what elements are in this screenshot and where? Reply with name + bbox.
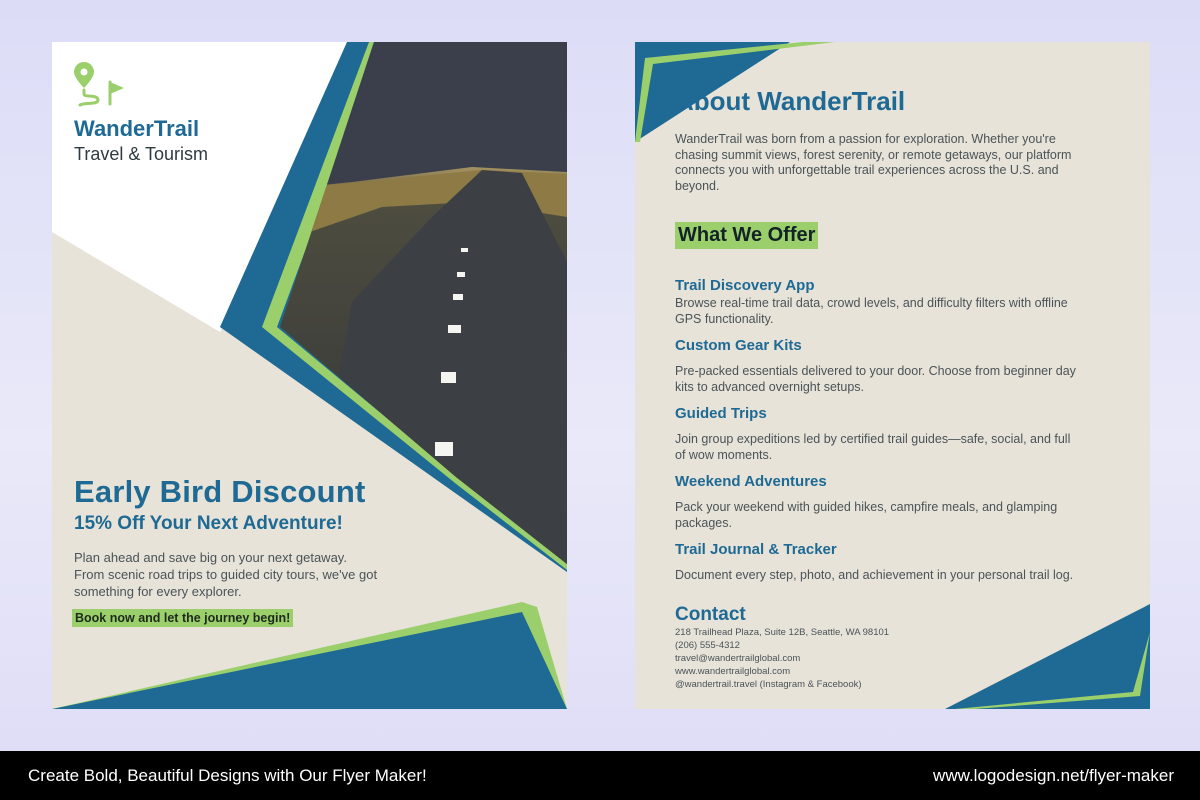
service-title: Weekend Adventures bbox=[675, 473, 827, 490]
service-line: of wow moments. bbox=[675, 448, 773, 462]
about-description bbox=[675, 132, 1100, 194]
bottom-right-blue-accent bbox=[945, 604, 1150, 709]
promo-line: Plan ahead and save big on your next getaway. bbox=[74, 550, 347, 565]
service-description bbox=[675, 363, 1120, 395]
lane-dash bbox=[435, 442, 453, 456]
service-line: Browse real-time trail data, crowd levels, and difficulty filters with offline bbox=[675, 296, 1068, 310]
promo-description bbox=[74, 549, 404, 600]
flyer-back-page bbox=[635, 42, 1150, 709]
service-title: Custom Gear Kits bbox=[675, 337, 802, 354]
contact-heading: Contact bbox=[675, 604, 746, 625]
promo-line: From scenic road trips to guided city tours, we've got bbox=[74, 567, 378, 582]
contact-email: travel@wandertrailglobal.com bbox=[675, 653, 801, 664]
lane-dash bbox=[457, 272, 465, 277]
service-title: Trail Discovery App bbox=[675, 277, 815, 294]
brand-tagline: Travel & Tourism bbox=[74, 144, 209, 164]
about-line: beyond. bbox=[675, 178, 720, 193]
offer-heading: What We Offer bbox=[675, 222, 818, 249]
lane-dash bbox=[448, 325, 461, 333]
service-title: Guided Trips bbox=[675, 405, 767, 422]
service-line: Document every step, photo, and achievement in your personal trail log. bbox=[675, 568, 1074, 582]
contact-website: www.wandertrailglobal.com bbox=[675, 666, 791, 677]
brand-name: WanderTrail bbox=[74, 116, 200, 141]
about-line: WanderTrail was born from a passion for exploration. Whether you're bbox=[675, 132, 1056, 146]
footer-url-link[interactable]: www.logodesign.net/flyer-maker bbox=[933, 766, 1174, 785]
service-line: packages. bbox=[675, 516, 732, 530]
lane-dash bbox=[441, 372, 456, 383]
service-line: Pack your weekend with guided hikes, campfire meals, and glamping bbox=[675, 500, 1058, 514]
about-title: About WanderTrail bbox=[675, 86, 906, 116]
about-line: chasing summit views, forest serenity, or remote getaways, our platform bbox=[675, 147, 1072, 162]
lane-dash bbox=[461, 248, 468, 252]
service-line: kits to advanced overnight setups. bbox=[675, 380, 865, 394]
service-line: GPS functionality. bbox=[675, 312, 774, 326]
service-title: Trail Journal & Tracker bbox=[675, 541, 837, 558]
service-line: Pre-packed essentials delivered to your door. Choose from beginner day bbox=[675, 364, 1076, 378]
promo-line: something for every explorer. bbox=[74, 584, 242, 599]
lane-dash bbox=[453, 294, 463, 300]
promo-footer-bar bbox=[0, 751, 1200, 800]
contact-address: 218 Trailhead Plaza, Suite 12B, Seattle, WA 98101 bbox=[675, 627, 890, 638]
flyer-front-page bbox=[52, 42, 567, 709]
service-description bbox=[675, 567, 1120, 583]
cta-highlight: Book now and let the journey begin! bbox=[72, 609, 293, 627]
service-line: Join group expeditions led by certified trail guides—safe, social, and full bbox=[675, 432, 1071, 446]
service-description bbox=[675, 295, 1120, 327]
footer-tagline: Create Bold, Beautiful Designs with Our Flyer Maker! bbox=[28, 766, 427, 785]
about-line: connects you with unforgettable trail experiences across the U.S. and bbox=[675, 163, 1059, 177]
contact-phone: (206) 555-4312 bbox=[675, 640, 740, 651]
service-description bbox=[675, 431, 1120, 463]
promo-subtitle: 15% Off Your Next Adventure! bbox=[74, 513, 343, 534]
service-description bbox=[675, 499, 1120, 531]
promo-title: Early Bird Discount bbox=[74, 474, 366, 509]
contact-social: @wandertrail.travel (Instagram & Facebook) bbox=[675, 679, 862, 690]
